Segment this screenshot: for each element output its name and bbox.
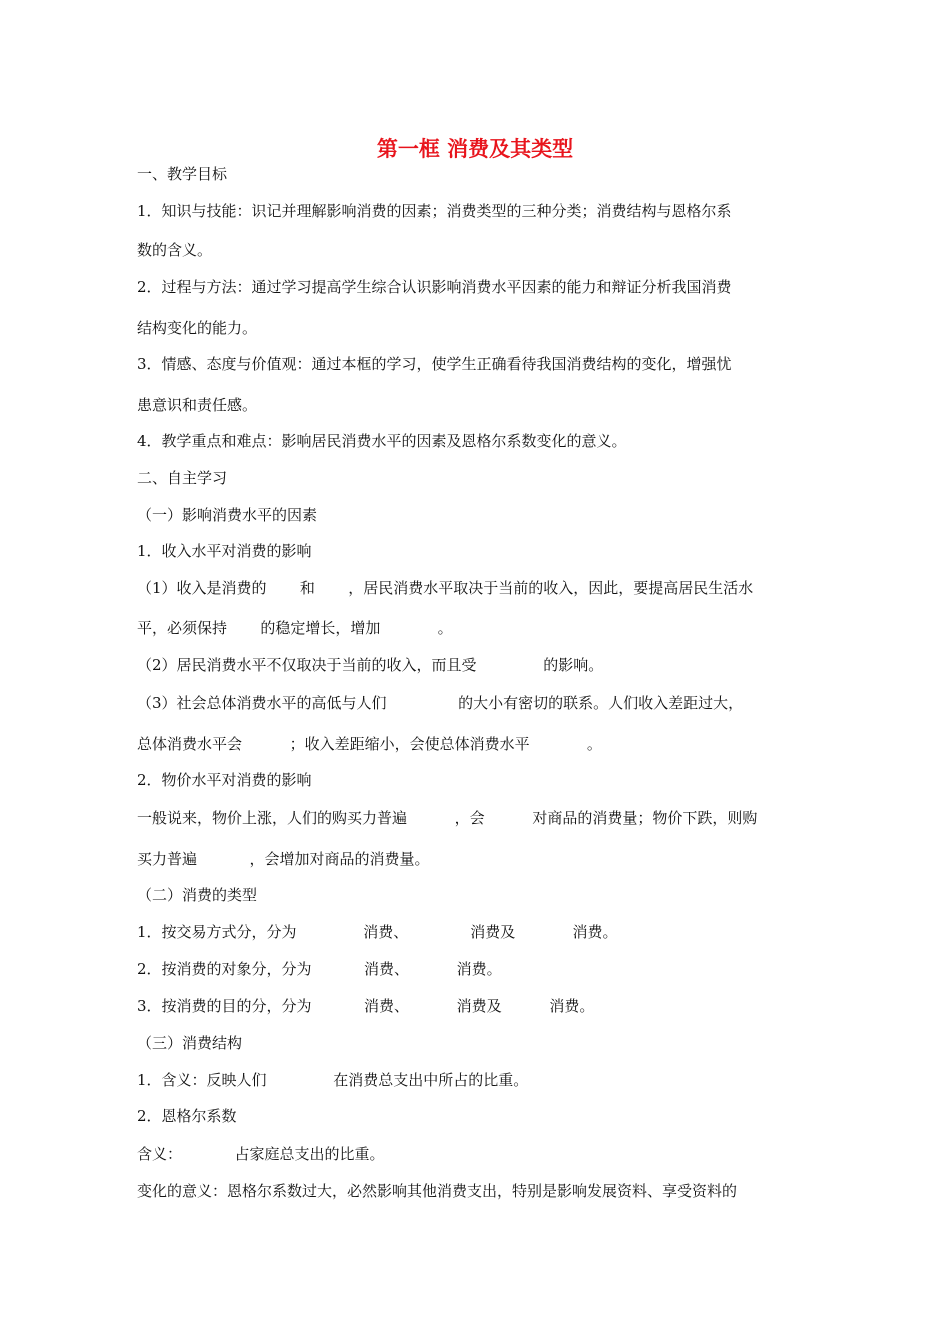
paragraph-line: 3．按消费的目的分，分为 消费、 消费及 消费。 [137, 997, 595, 1015]
paragraph-line: 2．恩格尔系数 [137, 1107, 237, 1125]
paragraph-line: 2．按消费的对象分，分为 消费、 消费。 [137, 960, 502, 978]
paragraph-line: 1．按交易方式分，分为 消费、 消费及 消费。 [137, 923, 618, 941]
paragraph-line: 结构变化的能力。 [137, 319, 258, 337]
paragraph-line: （1）收入是消费的 和 ，居民消费水平取决于当前的收入，因此，要提高居民生活水 [137, 579, 754, 597]
paragraph-line: （3）社会总体消费水平的高低与人们 的大小有密切的联系。人们收入差距过大， [137, 694, 744, 712]
subsection-heading: （三）消费结构 [137, 1034, 243, 1052]
paragraph-line: 1．含义：反映人们 在消费总支出中所占的比重。 [137, 1071, 529, 1089]
paragraph-line: 含义： 占家庭总支出的比重。 [137, 1145, 385, 1163]
section-heading-self-study: 二、自主学习 [137, 469, 228, 487]
section-heading-objectives: 一、教学目标 [137, 165, 228, 183]
paragraph-line: 3．情感、态度与价值观：通过本框的学习，使学生正确看待我国消费结构的变化，增强忧 [137, 355, 732, 373]
paragraph-line: 患意识和责任感。 [137, 396, 258, 414]
paragraph-line: 数的含义。 [137, 241, 213, 259]
paragraph-line: 总体消费水平会 ；收入差距缩小，会使总体消费水平 。 [137, 735, 602, 753]
paragraph-line: 1．收入水平对消费的影响 [137, 542, 312, 560]
paragraph-line: 一般说来，物价上涨，人们的购买力普遍 ，会 对商品的消费量；物价下跌，则购 [137, 809, 758, 827]
paragraph-line: 买力普遍 ，会增加对商品的消费量。 [137, 850, 430, 868]
document-title: 第一框 消费及其类型 [376, 136, 574, 161]
paragraph-line: 平，必须保持 的稳定增长，增加 。 [137, 619, 453, 637]
paragraph-line: 1．知识与技能：识记并理解影响消费的因素；消费类型的三种分类；消费结构与恩格尔系 [137, 202, 732, 220]
paragraph-line: 变化的意义：恩格尔系数过大，必然影响其他消费支出，特别是影响发展资料、享受资料的 [137, 1182, 738, 1200]
subsection-heading: （一）影响消费水平的因素 [137, 506, 318, 524]
paragraph-line: 2．物价水平对消费的影响 [137, 771, 312, 789]
subsection-heading: （二）消费的类型 [137, 886, 258, 904]
paragraph-line: 4．教学重点和难点：影响居民消费水平的因素及恩格尔系数变化的意义。 [137, 432, 627, 450]
paragraph-line: 2．过程与方法：通过学习提高学生综合认识影响消费水平因素的能力和辩证分析我国消费 [137, 278, 732, 296]
paragraph-line: （2）居民消费水平不仅取决于当前的收入，而且受 的影响。 [137, 656, 604, 674]
